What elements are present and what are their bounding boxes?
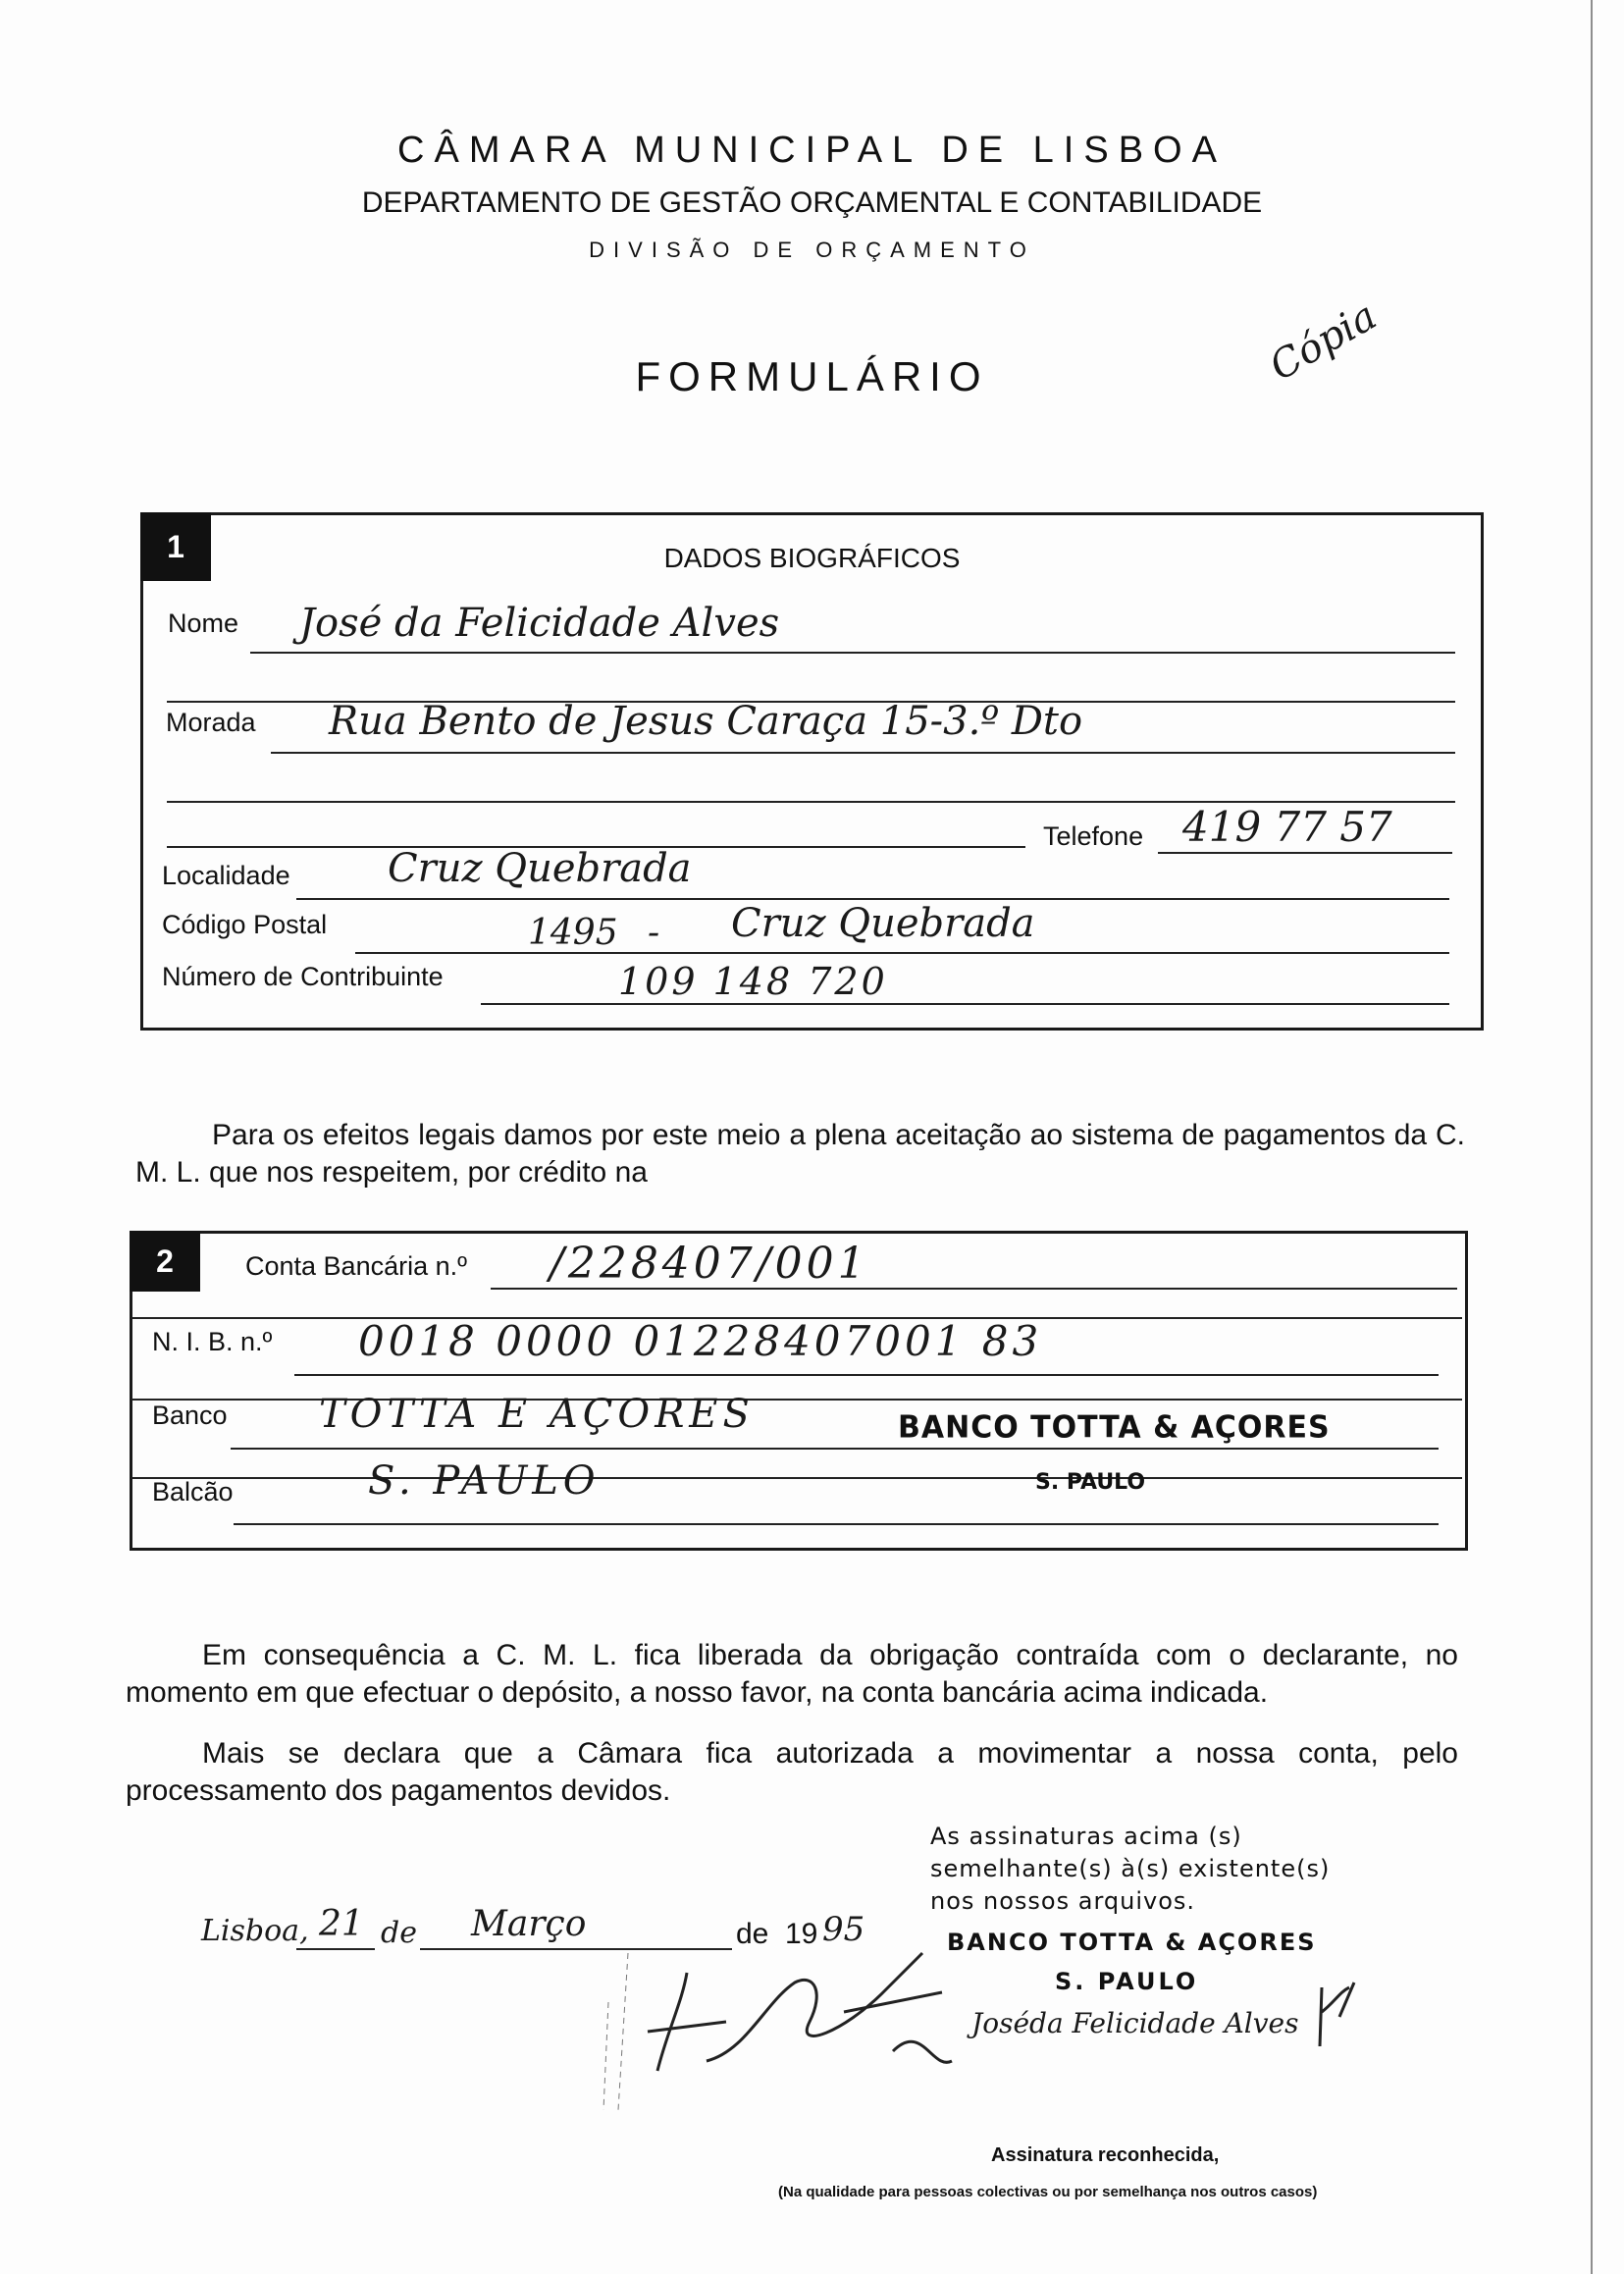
- branch-label: Balcão: [152, 1477, 234, 1507]
- phone-label: Telefone: [1043, 821, 1144, 851]
- bank-divider: [131, 1477, 1462, 1479]
- section-1-number: 1: [140, 512, 211, 581]
- section-1-title: DADOS BIOGRÁFICOS: [663, 543, 961, 573]
- scan-edge: [1591, 0, 1593, 2274]
- recognized-text: Assinatura reconhecida,: [991, 2144, 1220, 2166]
- branch-value[interactable]: S. PAULO: [368, 1458, 601, 1504]
- taxpayer-line: [481, 1003, 1449, 1005]
- bank-line: [231, 1448, 1439, 1450]
- bank-value[interactable]: TOTTA E AÇORES: [319, 1392, 755, 1437]
- footnote-text: (Na qualidade para pessoas colectivas ou por semelhança nos outros casos): [778, 2184, 1318, 2200]
- signature-stamp-branch: S. PAULO: [1055, 1968, 1199, 1995]
- account-value[interactable]: /228407/001: [550, 1239, 869, 1289]
- stamp-line-1: As assinaturas acima (s): [930, 1823, 1242, 1850]
- year-suffix[interactable]: 95: [822, 1910, 865, 1949]
- postal-code-line: [355, 952, 1449, 954]
- place-label: Lisboa,: [201, 1914, 309, 1948]
- intro-paragraph: Para os efeitos legais damos por este meio a plena aceitação ao sistema de pagamentos da C. M. L. que nos respeitem, por crédito na: [135, 1119, 1465, 1189]
- division-title: DIVISÃO DE ORÇAMENTO: [589, 238, 1035, 262]
- de-label-2: de: [736, 1918, 769, 1950]
- postal-dash: -: [648, 913, 660, 953]
- nib-label: N. I. B. n.º: [152, 1327, 273, 1356]
- copy-note: Cópia: [1262, 292, 1385, 391]
- institution-title: CÂMARA MUNICIPAL DE LISBOA: [397, 130, 1227, 171]
- locality-line: [296, 898, 1449, 900]
- name-label: Nome: [168, 608, 239, 638]
- verification-stamp: [930, 1821, 1330, 1918]
- name-value[interactable]: José da Felicidade Alves: [299, 601, 780, 646]
- nib-value[interactable]: 0018 0000 01228407001 83: [358, 1317, 1043, 1365]
- nib-line: [294, 1374, 1439, 1376]
- postal-code-value[interactable]: 1495: [528, 913, 618, 953]
- month-value[interactable]: Março: [471, 1904, 587, 1944]
- phone-value[interactable]: 419 77 57: [1182, 803, 1392, 851]
- phone-line: [1158, 852, 1452, 854]
- address-label: Morada: [166, 708, 256, 737]
- day-value[interactable]: 21: [319, 1904, 364, 1944]
- department-title: DEPARTAMENTO DE GESTÃO ORÇAMENTAL E CONTABILIDADE: [361, 186, 1263, 219]
- section-2-number: 2: [130, 1231, 200, 1292]
- taxpayer-value[interactable]: 109 148 720: [618, 960, 888, 1003]
- taxpayer-label: Número de Contribuinte: [162, 962, 444, 991]
- stamp-line-2: semelhante(s) à(s) existente(s): [930, 1855, 1331, 1882]
- name-line: [250, 652, 1455, 654]
- day-line: [296, 1948, 375, 1950]
- account-label: Conta Bancária n.º: [245, 1251, 467, 1281]
- de-label-1: de: [381, 1916, 417, 1950]
- consequence-paragraph-1: Em consequência a C. M. L. fica liberada da obrigação contraída com o declarante, no momento em que efectuar o depósito, a nosso favor, na conta bancária acima indicada.: [126, 1639, 1458, 1709]
- stamp-line-3: nos nossos arquivos.: [930, 1887, 1196, 1915]
- initials-mark: [1310, 1973, 1369, 2051]
- bank-stamp: BANCO TOTTA & AÇORES: [898, 1409, 1331, 1446]
- consequence-paragraph-2: Mais se declara que a Câmara fica autorizada a movimentar a nossa conta, pelo processamento dos pagamentos devidos.: [126, 1737, 1458, 1807]
- postal-code-label: Código Postal: [162, 910, 328, 939]
- branch-stamp: S. PAULO: [1035, 1470, 1146, 1495]
- locality-label: Localidade: [162, 861, 290, 890]
- postal-locality-value[interactable]: Cruz Quebrada: [731, 901, 1035, 946]
- branch-line: [234, 1523, 1439, 1525]
- year-prefix: 19: [785, 1918, 818, 1950]
- address-line: [271, 752, 1455, 754]
- handwritten-signature: Joséda Felicidade Alves: [971, 2007, 1299, 2039]
- bank-label: Banco: [152, 1401, 228, 1430]
- signature-stamp-bank: BANCO TOTTA & AÇORES: [947, 1929, 1317, 1956]
- locality-value[interactable]: Cruz Quebrada: [388, 846, 692, 891]
- address-value[interactable]: Rua Bento de Jesus Caraça 15-3.º Dto: [329, 699, 1083, 744]
- form-title: FORMULÁRIO: [635, 353, 989, 399]
